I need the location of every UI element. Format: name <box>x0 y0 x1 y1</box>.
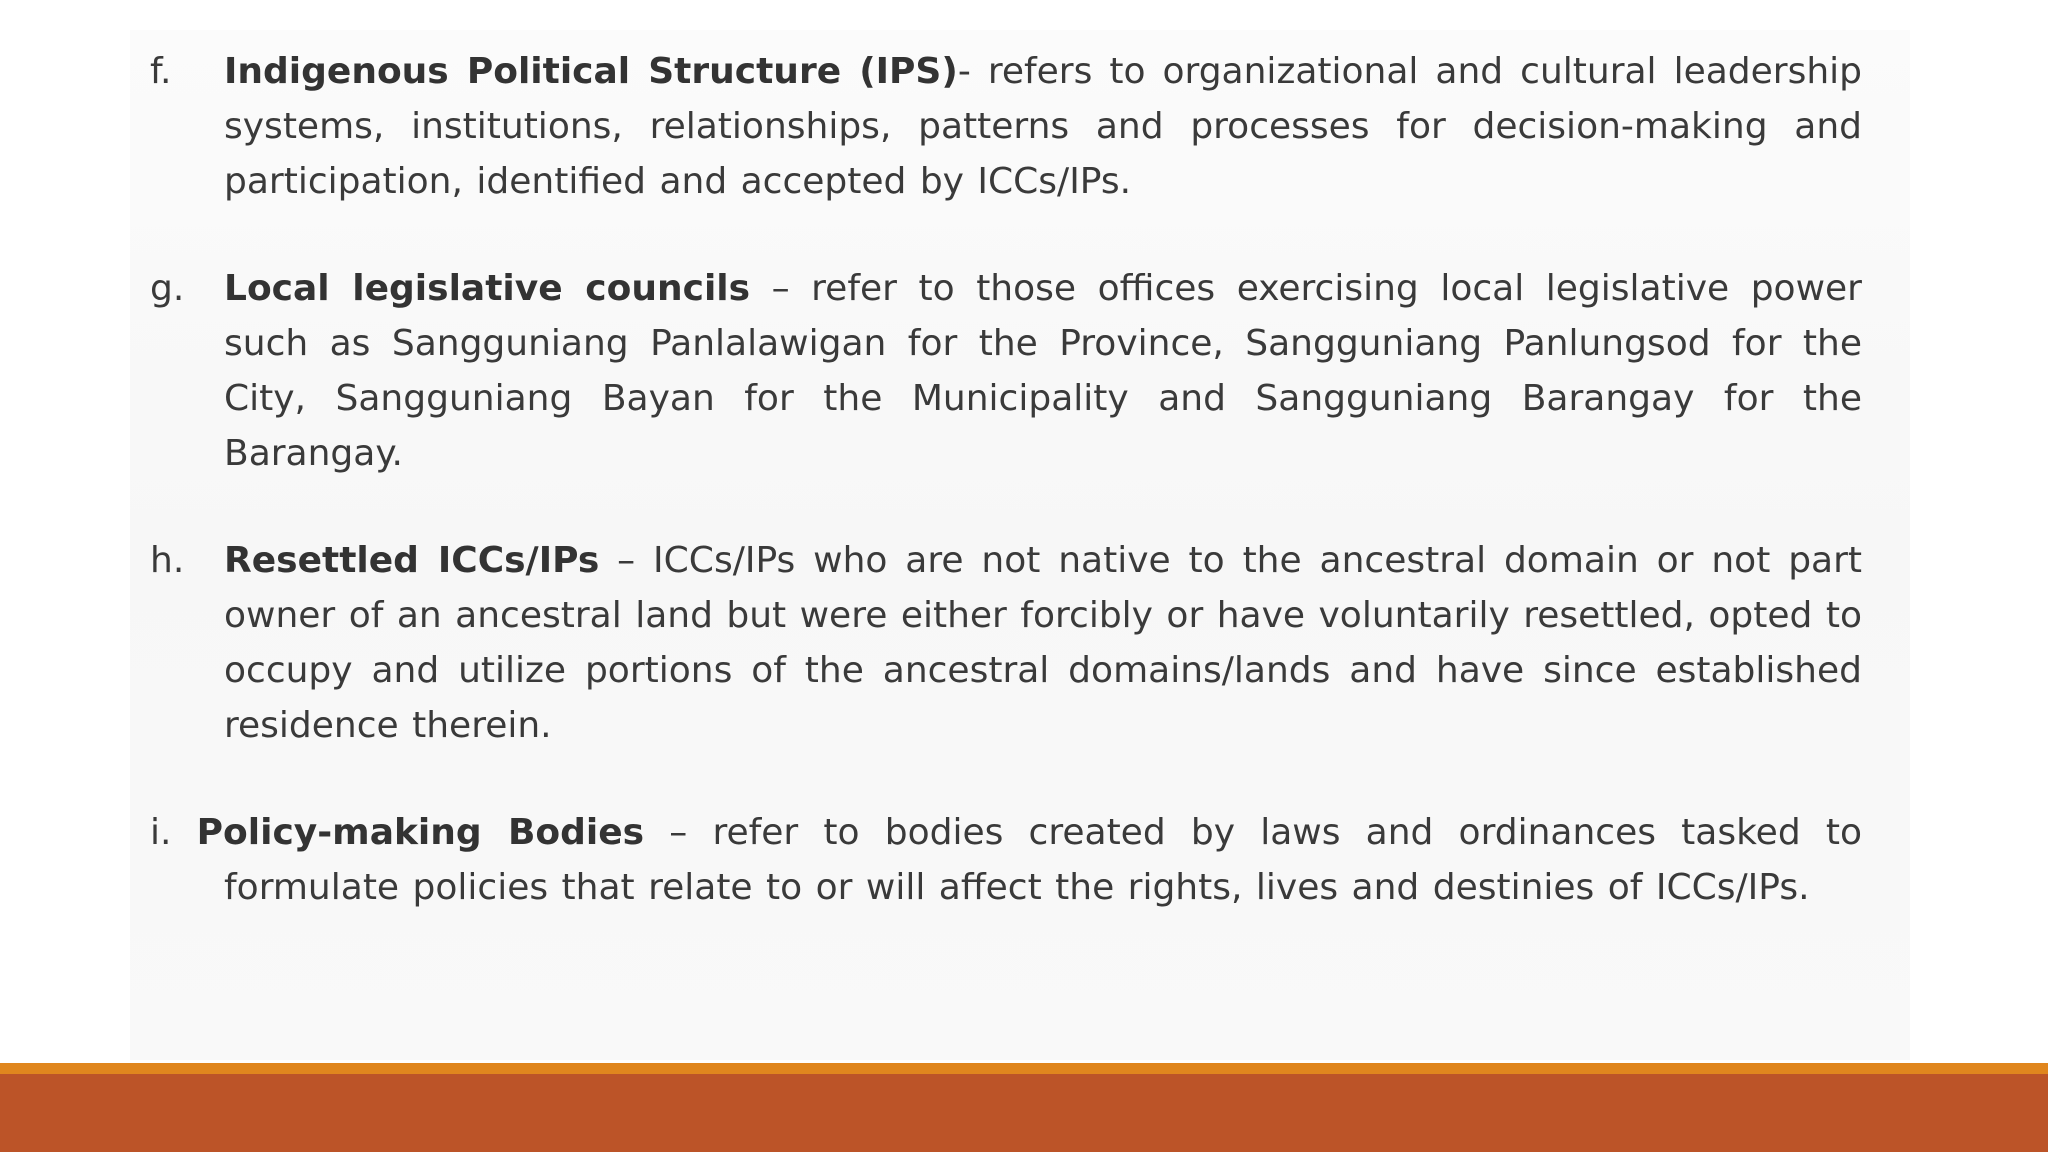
footer-accent-stripe <box>0 1063 2048 1074</box>
term-separator: – <box>599 540 654 581</box>
item-marker: g. <box>150 268 185 309</box>
definition-text: refer to those offices exercising local legislative power such as Sangguniang Panlalawigan for the Province, Sangguniang Panlungsod for the City, Sangguniang Bayan for the Municipality and Sangguniang Barangay for the Barangay. <box>224 268 1862 474</box>
item-marker: i. <box>150 812 172 853</box>
term-separator: – <box>750 268 812 309</box>
term-separator: - <box>957 51 988 92</box>
term-separator: – <box>644 812 713 853</box>
definition-term: Indigenous Political Structure (IPS) <box>224 51 958 92</box>
definition-item-f <box>150 44 1862 209</box>
definition-text: ICCs/IPs who are not native to the ancestral domain or not part owner of an ancestral land but were either forcibly or have voluntarily resettled, opted to occupy and utilize portions of the ancestral domains/lands and have since established residence therein. <box>224 540 1863 746</box>
definition-term: Policy-making Bodies <box>196 812 645 853</box>
definition-term: Resettled ICCs/IPs <box>224 540 600 581</box>
definition-item-i <box>150 805 1862 915</box>
definition-item-h <box>150 533 1862 753</box>
item-marker: h. <box>150 540 185 581</box>
item-marker: f. <box>150 51 172 92</box>
definition-term: Local legislative councils <box>224 268 751 309</box>
definition-text: refers to organizational and cultural leadership systems, institutions, relationships, patterns and processes for decision-making and participation, identified and accepted by ICCs/IPs. <box>224 51 1863 202</box>
definitions-list <box>150 44 1862 915</box>
footer-band <box>0 1074 2048 1152</box>
definition-text: refer to bodies created by laws and ordinances tasked to formulate policies that relate to or will affect the rights, lives and destinies of ICCs/IPs. <box>224 812 1863 908</box>
definition-item-g <box>150 261 1862 481</box>
